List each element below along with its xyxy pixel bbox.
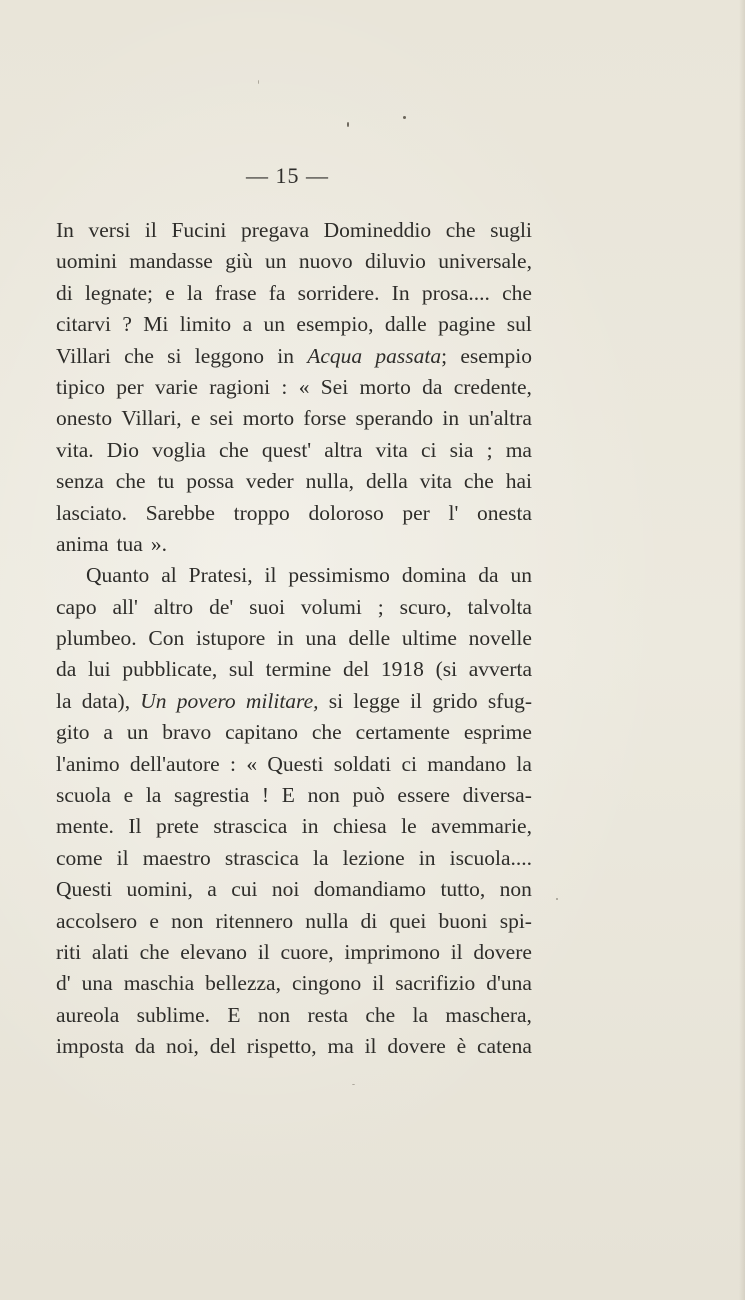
word: un: [263, 312, 286, 337]
word: citarvi: [56, 312, 111, 337]
word: pessimismo: [288, 563, 390, 588]
word: l'animo: [56, 751, 120, 776]
word: altra: [324, 437, 363, 462]
paper-speck: [403, 116, 406, 119]
word: di: [360, 908, 378, 933]
word: In: [391, 280, 410, 305]
word: !: [261, 783, 270, 808]
word: del: [342, 657, 370, 682]
word: la: [516, 751, 532, 776]
text-line: [56, 341, 532, 372]
word: ?: [122, 312, 132, 337]
word: che: [463, 469, 494, 494]
word: bellezza,: [205, 971, 281, 996]
text-line: [56, 435, 532, 466]
text-line: [56, 780, 532, 811]
word: In: [56, 218, 74, 242]
word: morto: [359, 374, 411, 399]
word: nulla: [305, 908, 349, 933]
word: E: [281, 783, 295, 808]
text-line: [56, 498, 532, 529]
text-line: [56, 592, 532, 623]
word: e: [190, 406, 201, 431]
word: nulla,: [305, 469, 354, 494]
word: esprime: [463, 720, 532, 745]
word: in: [277, 343, 294, 368]
word: il: [364, 1034, 377, 1059]
word: domandiamo: [313, 877, 427, 902]
word: sperando: [355, 406, 434, 431]
word: quei: [389, 908, 427, 933]
word: soldati: [333, 751, 392, 776]
word: in: [418, 845, 436, 870]
word: rispetto,: [246, 1034, 317, 1059]
word: può: [352, 783, 385, 808]
word: Sei: [320, 374, 349, 399]
word: doloroso: [308, 500, 384, 525]
word: non: [307, 783, 340, 808]
word: pubblicate,: [122, 657, 218, 682]
word: si: [167, 343, 182, 368]
word: noi,: [166, 1034, 199, 1059]
word: del: [209, 1034, 236, 1059]
word: elevano: [180, 939, 248, 964]
word: che: [311, 720, 342, 745]
word: si: [328, 688, 344, 713]
word: delle: [348, 626, 391, 651]
paper-speck: [352, 1084, 355, 1085]
word: prosa....: [421, 280, 490, 305]
word: cuore,: [280, 939, 334, 964]
word: dovere: [387, 1034, 446, 1059]
word: plumbeo.: [56, 626, 137, 651]
word: credente,: [453, 374, 532, 399]
word: leggono: [194, 343, 265, 368]
word: che: [502, 280, 532, 305]
text-line: [56, 1031, 532, 1062]
word: cui: [231, 877, 258, 902]
word: strascica: [213, 814, 288, 839]
word: sacrifizio: [395, 971, 476, 996]
word: in: [442, 406, 460, 431]
word: all': [112, 594, 138, 619]
word: lezione: [342, 845, 405, 870]
word: Villari,: [121, 406, 182, 431]
word: sfug-: [487, 688, 532, 713]
word: sei: [209, 406, 234, 431]
word: il: [410, 688, 423, 713]
word: maschia: [123, 971, 195, 996]
word: a: [207, 877, 217, 902]
word: onesto: [56, 406, 113, 431]
word: iscuola....: [449, 845, 532, 870]
word: le: [401, 814, 417, 839]
word: quest': [261, 437, 312, 462]
word: novelle: [468, 626, 532, 651]
word: imprimono: [344, 939, 440, 964]
word: scuro,: [399, 594, 452, 619]
word: povero: [176, 688, 236, 713]
word: d'una: [486, 971, 532, 996]
text-line: [56, 278, 532, 309]
word: passata;: [375, 343, 448, 368]
text-line: [56, 968, 532, 999]
word: lasciato.: [56, 500, 128, 525]
word: ;: [486, 437, 493, 462]
word: militare,: [245, 688, 319, 713]
word: prete: [155, 814, 199, 839]
word: data),: [81, 688, 131, 713]
word: Con: [148, 626, 185, 651]
word: esempio: [460, 343, 532, 368]
word: tu: [157, 469, 175, 494]
page-number: — 15 —: [246, 163, 329, 188]
word: la: [187, 280, 203, 305]
word: ci: [401, 751, 417, 776]
word: varie: [154, 374, 198, 399]
word: la: [312, 845, 329, 870]
word: sia: [449, 437, 474, 462]
word: non: [257, 1002, 291, 1027]
word: certamente: [355, 720, 450, 745]
text-line: [56, 215, 532, 246]
word: capitano: [225, 720, 298, 745]
word: un'altra: [468, 406, 532, 431]
text-line: [56, 529, 532, 560]
text-line: [56, 811, 532, 842]
word: in: [277, 626, 294, 651]
word: riti: [56, 939, 82, 964]
word: da: [422, 374, 443, 399]
word: a: [103, 720, 113, 745]
word: da: [56, 657, 77, 682]
word: da: [134, 1034, 156, 1059]
word: la: [412, 1002, 429, 1027]
word: chiesa: [332, 814, 387, 839]
word: universale,: [438, 249, 532, 274]
word: grido: [432, 688, 478, 713]
word: Pratesi,: [188, 563, 253, 588]
word: catena: [477, 1034, 532, 1059]
body-text: [56, 215, 532, 1063]
text-line: [56, 749, 532, 780]
word: senza: [56, 469, 104, 494]
text-line: [56, 686, 532, 717]
word: limito: [179, 312, 232, 337]
word: ».: [150, 531, 167, 556]
word: non: [499, 877, 532, 902]
word: imposta: [56, 1034, 125, 1059]
word: il: [116, 845, 129, 870]
word: sul: [506, 312, 532, 337]
text-line: [56, 937, 532, 968]
text-line: [56, 309, 532, 340]
word: un: [126, 720, 149, 745]
word: per: [402, 500, 430, 525]
word: frase: [214, 280, 257, 305]
word: uomini,: [126, 877, 193, 902]
paper-speck: [556, 898, 558, 900]
word: spi-: [499, 908, 532, 933]
word: il: [372, 971, 385, 996]
word: scuola: [56, 783, 111, 808]
word: il: [257, 939, 270, 964]
word: strascica: [224, 845, 299, 870]
word: :: [230, 751, 237, 776]
word: e: [123, 783, 134, 808]
word: diversa-: [462, 783, 532, 808]
word: una: [305, 626, 337, 651]
word: mandasse: [129, 249, 213, 274]
word: che: [365, 1002, 396, 1027]
word: aureola: [56, 1002, 120, 1027]
word: possa: [186, 469, 234, 494]
word: tua: [116, 531, 143, 556]
word: d': [56, 971, 71, 996]
word: che: [139, 939, 170, 964]
word: cingono: [291, 971, 362, 996]
word: ma: [505, 437, 532, 462]
word: al: [161, 563, 177, 588]
word: versi: [88, 218, 131, 242]
word: ci: [420, 437, 437, 462]
word: talvolta: [467, 594, 532, 619]
word: che: [124, 343, 154, 368]
word: Un: [140, 688, 167, 713]
word: avemmarie,: [431, 814, 532, 839]
word: tipico: [56, 374, 105, 399]
word: alati: [91, 939, 129, 964]
word: :: [281, 374, 288, 399]
word: buoni: [438, 908, 488, 933]
word: vita.: [56, 437, 94, 462]
word: gito: [56, 720, 90, 745]
word: giù: [225, 249, 253, 274]
word: noi: [271, 877, 300, 902]
word: tutto,: [440, 877, 486, 902]
word: che: [445, 218, 476, 242]
word: mandano: [427, 751, 507, 776]
text-line: [56, 403, 532, 434]
word: essere: [397, 783, 450, 808]
word: da: [478, 563, 499, 588]
word: fa: [268, 280, 286, 305]
word: l': [448, 500, 459, 525]
word: Dio: [106, 437, 139, 462]
text-line: [56, 560, 532, 591]
word: sugli: [490, 218, 532, 242]
word: troppo: [233, 500, 290, 525]
text-line: [56, 906, 532, 937]
word: ;: [377, 594, 384, 619]
word: onesta: [477, 500, 532, 525]
word: legnate;: [84, 280, 154, 305]
word: nuovo: [298, 249, 353, 274]
word: suoi: [249, 594, 286, 619]
word: Fucini: [171, 218, 227, 242]
word: «: [298, 374, 310, 399]
word: Villari: [56, 343, 111, 368]
word: e: [149, 908, 159, 933]
word: in: [301, 814, 319, 839]
word: maestro: [142, 845, 211, 870]
text-line: [56, 654, 532, 685]
word: e: [165, 280, 175, 305]
word: Il: [128, 814, 142, 839]
word: voglia: [152, 437, 206, 462]
word: pagine: [438, 312, 496, 337]
word: maschera,: [445, 1002, 532, 1027]
word: vita: [375, 437, 408, 462]
word: de': [209, 594, 234, 619]
word: Mi: [143, 312, 169, 337]
word: un: [510, 563, 532, 588]
word: un: [265, 249, 287, 274]
word: accolsero: [56, 908, 138, 933]
word: come: [56, 845, 103, 870]
word: capo: [56, 594, 97, 619]
word: a: [242, 312, 253, 337]
word: pregava: [241, 218, 310, 242]
word: E: [227, 1002, 241, 1027]
word: volumi: [300, 594, 362, 619]
word: morto: [242, 406, 295, 431]
word: legge: [353, 688, 400, 713]
word: sorridere.: [297, 280, 380, 305]
word: non: [171, 908, 204, 933]
word: di: [56, 280, 73, 305]
word: Questi: [56, 877, 113, 902]
word: per: [116, 374, 144, 399]
page-edge-shadow: [739, 0, 745, 1300]
word: ragioni: [209, 374, 271, 399]
text-line: [56, 466, 532, 497]
text-line: [56, 372, 532, 403]
text-line: [56, 246, 532, 277]
word: lui: [87, 657, 111, 682]
word: sul: [228, 657, 254, 682]
paper-speck: [347, 122, 349, 127]
word: ma: [327, 1034, 354, 1059]
word: che: [115, 469, 146, 494]
word: bravo: [162, 720, 212, 745]
word: Sarebbe: [145, 500, 215, 525]
paper-speck: [258, 80, 259, 84]
word: domina: [401, 563, 467, 588]
word: veder: [245, 469, 294, 494]
text-line: [56, 874, 532, 905]
word: diluvio: [364, 249, 426, 274]
word: una: [81, 971, 113, 996]
word: il: [450, 939, 463, 964]
word: vita: [419, 469, 452, 494]
word: forse: [303, 406, 347, 431]
word: 1918: [380, 657, 424, 682]
word: (si: [435, 657, 458, 682]
word: Domineddio: [323, 218, 432, 242]
word: Quanto: [86, 563, 150, 588]
word: resta: [307, 1002, 349, 1027]
word: «: [246, 751, 258, 776]
text-line: [56, 1000, 532, 1031]
word: Questi: [267, 751, 324, 776]
word: è: [456, 1034, 467, 1059]
word: hai: [505, 469, 532, 494]
word: dovere: [473, 939, 532, 964]
word: anima: [56, 531, 109, 556]
word: il: [144, 218, 157, 242]
word: dell'autore: [129, 751, 220, 776]
text-line: [56, 717, 532, 748]
word: della: [365, 469, 408, 494]
word: la: [145, 783, 162, 808]
word: Acqua: [307, 343, 363, 368]
word: che: [218, 437, 249, 462]
text-line: [56, 843, 532, 874]
word: termine: [265, 657, 332, 682]
word: mente.: [56, 814, 114, 839]
word: la: [56, 688, 72, 713]
text-line: [56, 623, 532, 654]
word: esempio,: [296, 312, 374, 337]
word: sublime.: [136, 1002, 211, 1027]
word: ritennero: [215, 908, 294, 933]
word: sagrestia: [174, 783, 250, 808]
word: avverta: [468, 657, 532, 682]
word: altro: [153, 594, 194, 619]
word: il: [264, 563, 277, 588]
word: uomini: [56, 249, 117, 274]
word: istupore: [196, 626, 266, 651]
word: ultime: [401, 626, 457, 651]
word: dalle: [384, 312, 427, 337]
